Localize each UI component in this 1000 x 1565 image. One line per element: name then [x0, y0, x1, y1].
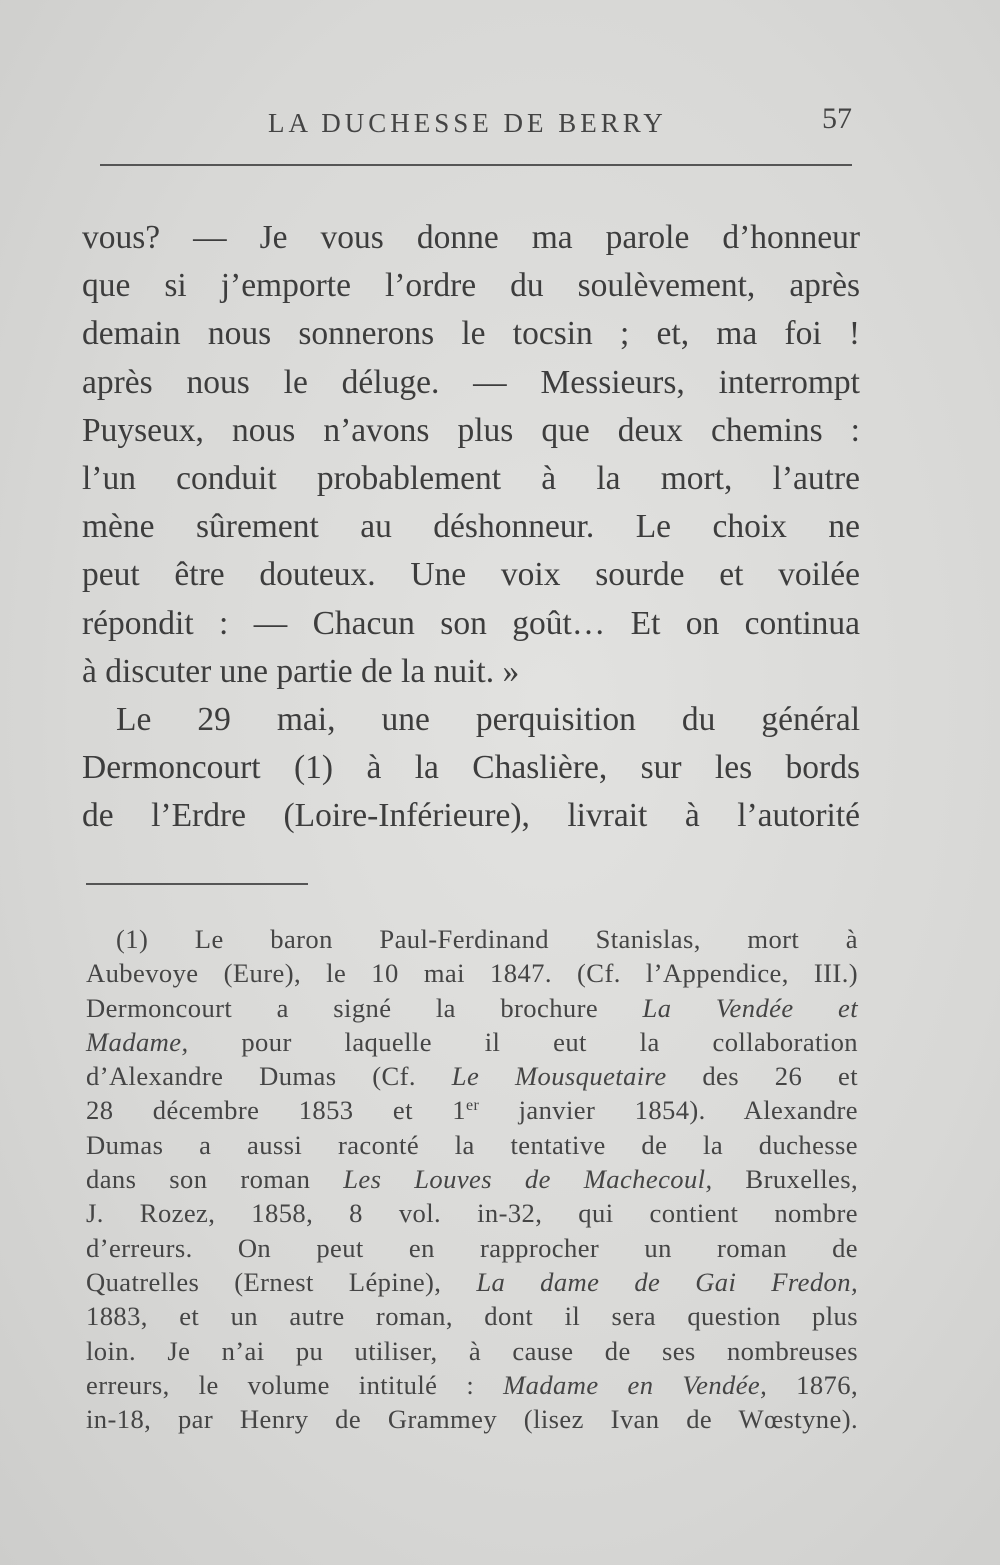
- footnote-line: Aubevoye (Eure), le 10 mai 1847. (Cf. l’Appendice, III.): [86, 958, 858, 989]
- footnote-text: dans son roman: [86, 1164, 344, 1195]
- page-number: 57: [822, 102, 852, 135]
- book-title: Madame,: [86, 1026, 189, 1057]
- footnote-text: d’Alexandre Dumas (Cf.: [86, 1061, 452, 1092]
- text-line: à discuter une partie de la nuit. »: [82, 652, 520, 690]
- periodical-title: Le Mousquetaire: [451, 1061, 667, 1092]
- book-title: Madame en Vendée,: [503, 1369, 768, 1400]
- footnote-text: Bruxelles,: [712, 1164, 859, 1195]
- footnote-text: 1876,: [767, 1369, 858, 1400]
- footnote-line: J. Rozez, 1858, 8 vol. in-32, qui contient nombre: [86, 1198, 858, 1229]
- footnote-line: [86, 1368, 858, 1402]
- book-title: La Vendée et: [642, 992, 858, 1023]
- text-line: répondit : — Chacun son goût… Et on continua: [82, 604, 860, 642]
- footnote-line: [86, 1025, 858, 1059]
- main-text: [82, 214, 860, 841]
- text-line: l’un conduit probablement à la mort, l’autre: [82, 460, 860, 498]
- text-line: Dermoncourt (1) à la Chaslière, sur les bords: [82, 749, 860, 787]
- footnote-line: [86, 1093, 858, 1127]
- superscript: er: [465, 1097, 480, 1115]
- footnote-text: erreurs, le volume intitulé :: [86, 1369, 504, 1400]
- footnote-line: Dumas a aussi raconté la tentative de la duchesse: [86, 1129, 858, 1160]
- text-line: après nous le déluge. — Messieurs, interrompt: [82, 363, 860, 401]
- text-line: Puyseux, nous n’avons plus que deux chemins :: [82, 411, 860, 449]
- text-line: que si j’emporte l’ordre du soulèvement, après: [82, 267, 860, 305]
- paragraph-start-line: Le 29 mai, une perquisition du général: [116, 701, 860, 739]
- footnote-line: 1883, et un autre roman, dont il sera question plus: [86, 1301, 858, 1332]
- footnote-text: Quatrelles (Ernest Lépine),: [86, 1266, 477, 1297]
- text-line: demain nous sonnerons le tocsin ; et, ma foi !: [82, 315, 860, 353]
- footnote-line: d’erreurs. On peut en rapprocher un roman de: [86, 1232, 858, 1263]
- text-line: peut être douteux. Une voix sourde et voilée: [82, 556, 860, 594]
- footnote-text: des 26 et: [666, 1061, 858, 1092]
- footnote-line: [86, 991, 858, 1025]
- footnote-line: [86, 1059, 858, 1093]
- running-head: [86, 100, 856, 160]
- footnote-line: [86, 1162, 858, 1196]
- footnote-line: [86, 1265, 858, 1299]
- footnote-text: 28 décembre 1853 et 1: [86, 1095, 466, 1126]
- book-title: La dame de Gai Fredon,: [476, 1266, 858, 1297]
- footnote-rule: [86, 883, 308, 885]
- text-line: de l’Erdre (Loire-Inférieure), livrait à l’autorité: [82, 797, 860, 835]
- footnote-text: janvier 1854). Alexandre: [479, 1095, 858, 1126]
- footnote-line: in-18, par Henry de Grammey (lisez Ivan de Wœstyne).: [86, 1404, 858, 1435]
- footnote-text: pour laquelle il eut la collaboration: [188, 1026, 858, 1057]
- text-line: vous? — Je vous donne ma parole d’honneur: [82, 219, 860, 256]
- running-title: LA DUCHESSE DE BERRY: [268, 108, 667, 138]
- book-title: Les Louves de Machecoul,: [343, 1164, 713, 1195]
- footnote-line: (1) Le baron Paul-Ferdinand Stanislas, mort à: [116, 924, 858, 954]
- header-rule: [100, 164, 852, 166]
- footnote: [86, 922, 858, 1436]
- footnote-text: Dermoncourt a signé la brochure: [86, 992, 643, 1023]
- text-line: mène sûrement au déshonneur. Le choix ne: [82, 508, 860, 546]
- footnote-line: loin. Je n’ai pu utiliser, à cause de ses nombreuses: [86, 1335, 858, 1366]
